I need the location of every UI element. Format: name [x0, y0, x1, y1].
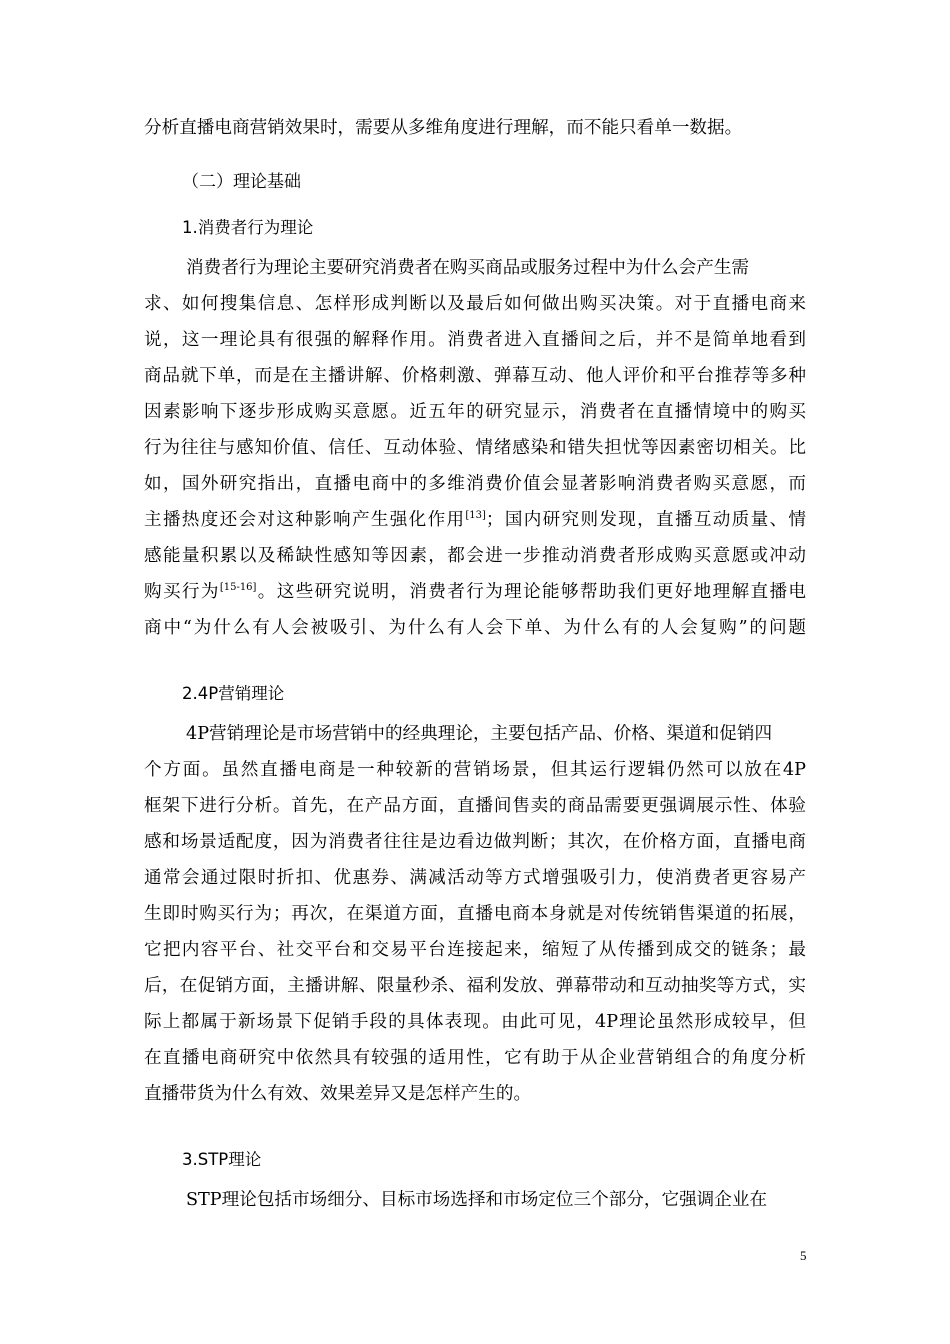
text-run: 购买行为	[144, 582, 220, 602]
subsection-title-4p: 2.4P营销理论	[182, 684, 285, 703]
paragraph-line: 说，这一理论具有很强的解释作用。消费者进入直播间之后，并不是简单地看到	[144, 330, 806, 350]
subsection-title-stp: 3.STP理论	[182, 1150, 262, 1169]
section-heading: （二）理论基础	[182, 172, 301, 192]
page-number: 5	[800, 1248, 807, 1263]
citation-15-16: [15-16]	[219, 582, 257, 593]
text-run: 主播热度还会对这种影响产生强化作用	[144, 510, 466, 530]
text-run: ；国内研究则发现，直播互动质量、情	[485, 510, 806, 530]
paragraph-line: 感和场景适配度，因为消费者往往是边看边做判断；其次，在价格方面，直播电商	[144, 832, 806, 852]
paragraph-line: 分析直播电商营销效果时，需要从多维角度进行理解，而不能只看单一数据。	[144, 118, 743, 138]
paragraph-line: 行为往往与感知价值、信任、互动体验、情绪感染和错失担忧等因素密切相关。比	[144, 438, 806, 458]
paragraph-line: 消费者行为理论主要研究消费者在购买商品或服务过程中为什么会产生需	[186, 258, 750, 278]
paragraph-line: 际上都属于新场景下促销手段的具体表现。由此可见，4P理论虽然形成较早，但	[144, 1012, 806, 1032]
paragraph-line: 商品就下单，而是在主播讲解、价格刺激、弹幕互动、他人评价和平台推荐等多种	[144, 366, 806, 386]
paragraph-line: 因素影响下逐步形成购买意愿。近五年的研究显示，消费者在直播情境中的购买	[144, 402, 806, 422]
paragraph-line: 它把内容平台、社交平台和交易平台连接起来，缩短了从传播到成交的链条；最	[144, 940, 806, 960]
subsection-title-consumer-behavior: 1.消费者行为理论	[182, 218, 314, 237]
paragraph-line	[144, 502, 806, 538]
paragraph-line: STP理论包括市场细分、目标市场选择和市场定位三个部分，它强调企业在	[186, 1190, 768, 1210]
paragraph-line	[144, 574, 806, 610]
paragraph-line: 直播带货为什么有效、效果差异又是怎样产生的。	[144, 1084, 532, 1104]
paragraph-line: 如，国外研究指出，直播电商中的多维消费价值会显著影响消费者购买意愿，而	[144, 474, 806, 494]
paragraph-line: 4P营销理论是市场营销中的经典理论，主要包括产品、价格、渠道和促销四	[186, 724, 773, 744]
paragraph-line: 个方面。虽然直播电商是一种较新的营销场景，但其运行逻辑仍然可以放在4P	[144, 760, 806, 780]
paragraph-line: 求、如何搜集信息、怎样形成判断以及最后如何做出购买决策。对于直播电商来	[144, 294, 806, 314]
paragraph-line: 后，在促销方面，主播讲解、限量秒杀、福利发放、弹幕带动和互动抽奖等方式，实	[144, 976, 806, 996]
citation-13: [13]	[465, 510, 486, 521]
paragraph-line: 框架下进行分析。首先，在产品方面，直播间售卖的商品需要更强调展示性、体验	[144, 796, 806, 816]
paragraph-line: 生即时购买行为；再次，在渠道方面，直播电商本身就是对传统销售渠道的拓展，	[144, 904, 806, 924]
text-run: 。这些研究说明，消费者行为理论能够帮助我们更好地理解直播电	[256, 582, 806, 602]
paragraph-line: 感能量积累以及稀缺性感知等因素，都会进一步推动消费者形成购买意愿或冲动	[144, 546, 806, 566]
paragraph-line: 通常会通过限时折扣、优惠券、满减活动等方式增强吸引力，使消费者更容易产	[144, 868, 806, 888]
paragraph-line: 在直播电商研究中依然具有较强的适用性，它有助于从企业营销组合的角度分析	[144, 1048, 806, 1068]
paragraph-line: 商中“为什么有人会被吸引、为什么有人会下单、为什么有的人会复购”的问题	[144, 618, 806, 638]
